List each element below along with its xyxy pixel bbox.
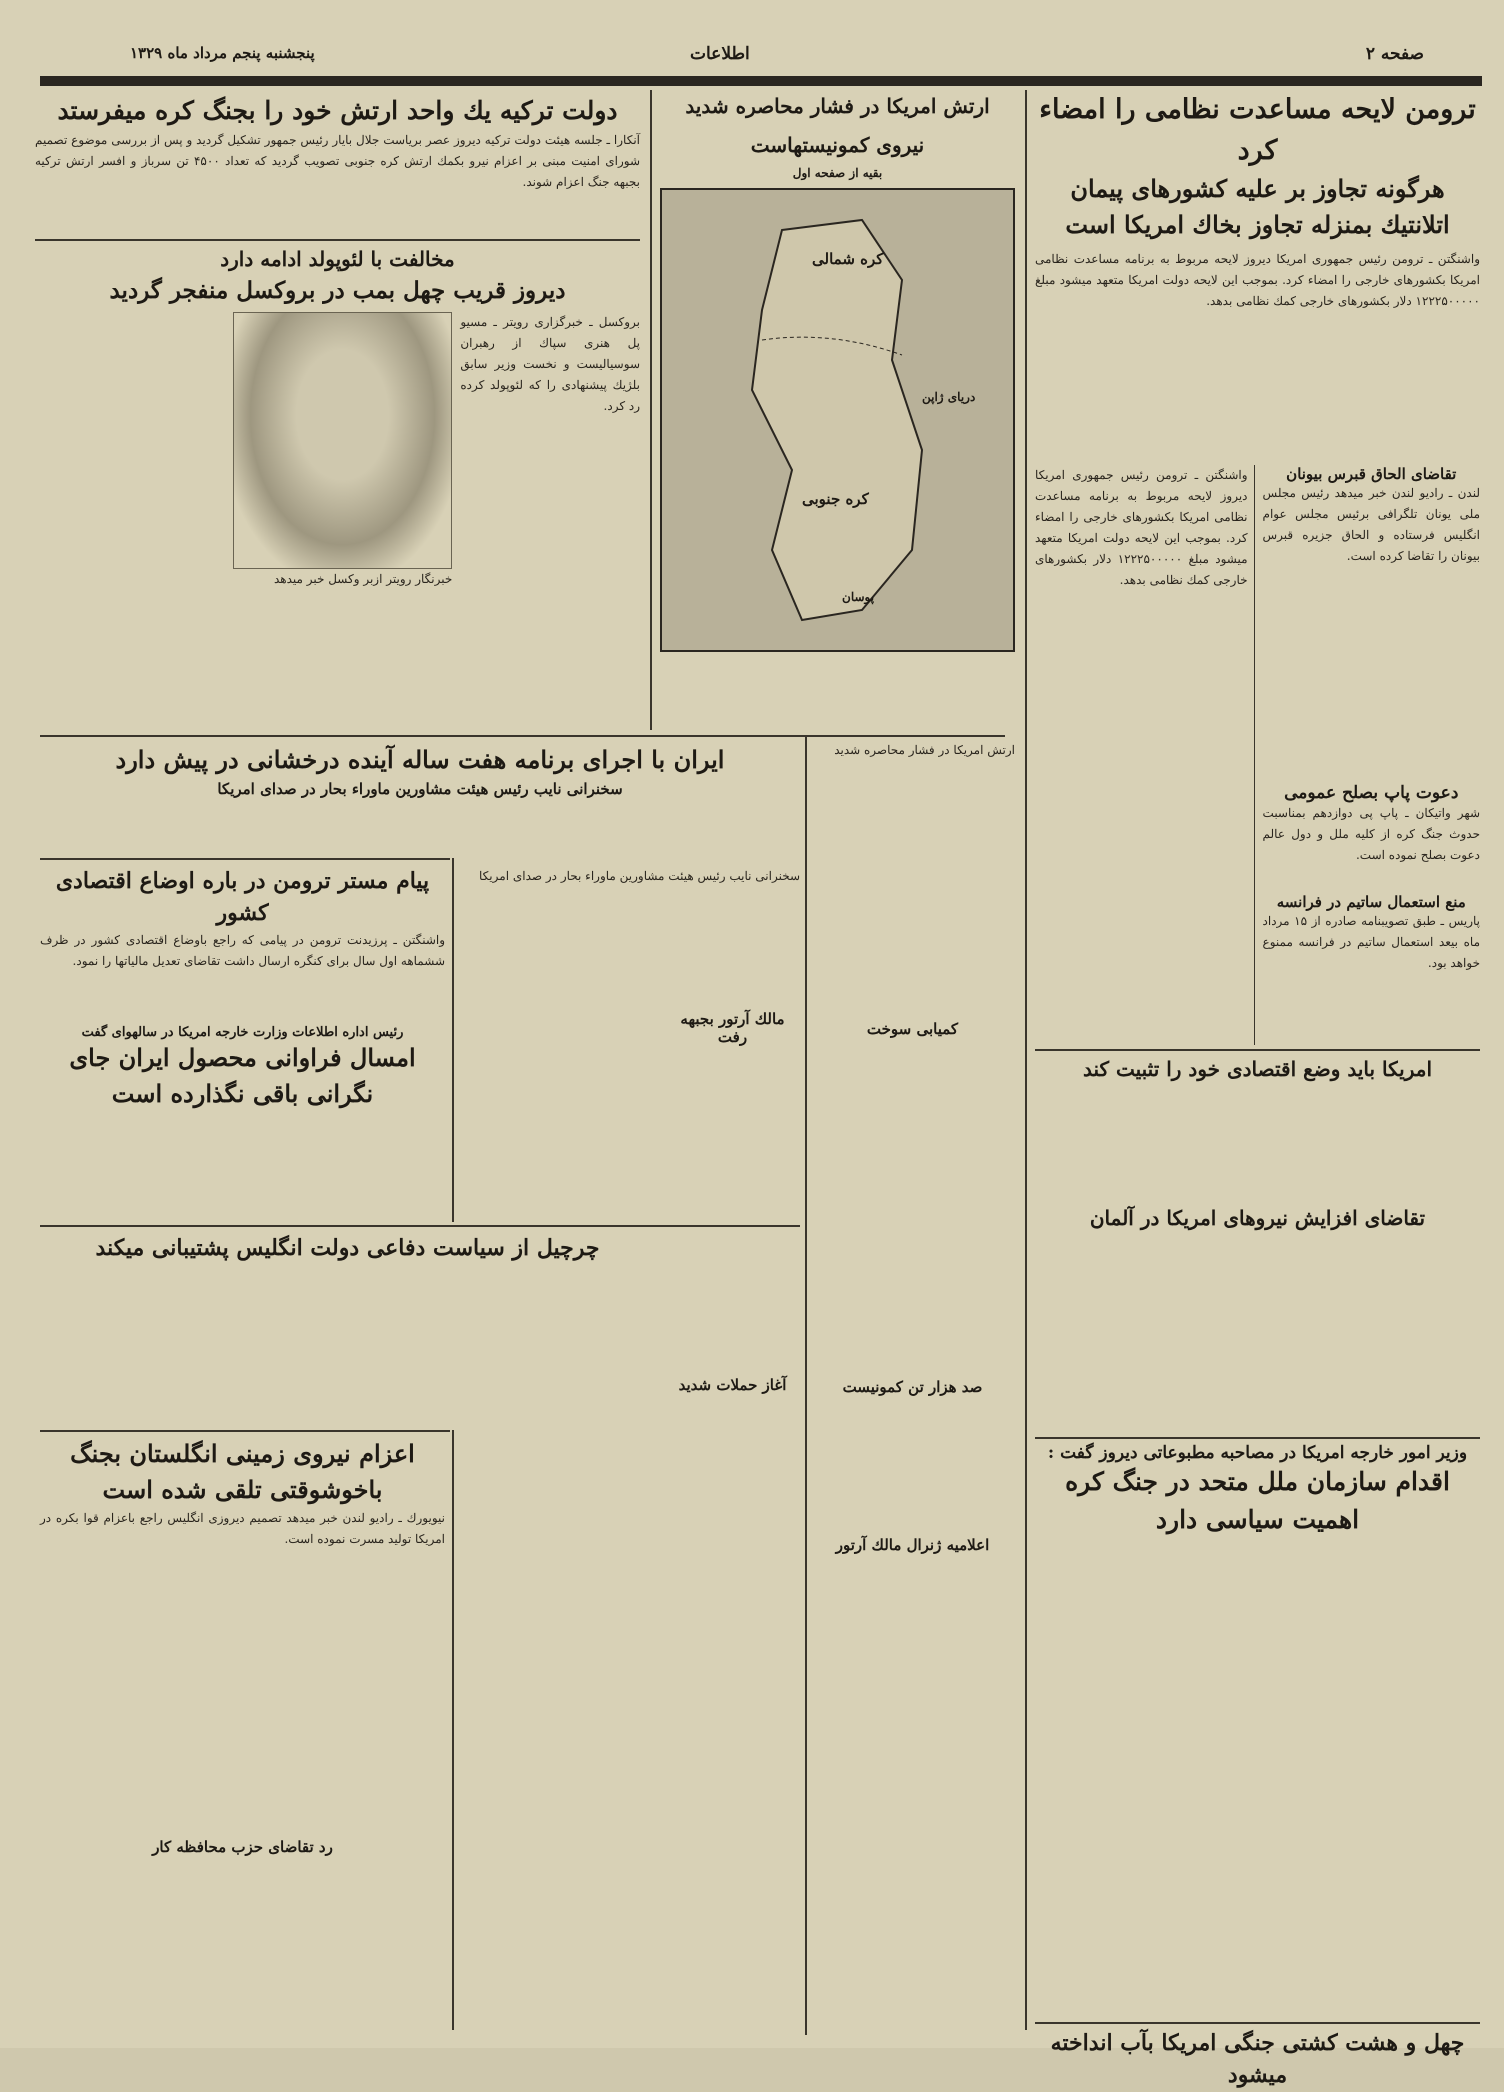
- churchill-headline: چرچیل از سیاست دفاعی دولت انگلیس پشتیبانی میکند: [95, 1235, 600, 1261]
- korea-headline: ارتش امریکا در فشار محاصره شدید: [685, 94, 990, 118]
- belgium-headline: دیروز قریب چهل بمب در بروکسل منفجر گردید: [109, 276, 566, 304]
- iran-article: [40, 742, 800, 798]
- un-intro: وزیر امور خارجه امریکا در مصاحبه مطبوعاتی دیروز گفت :: [1047, 1443, 1468, 1463]
- korea-continued: ارتش امریکا در فشار محاصره شدید: [834, 743, 1015, 757]
- pope-body: شهر واتیکان ـ پاپ پی دوازدهم بمناسبت حدوث جنگ کره از کلیه ملل و دول عالم دعوت بصلح نموده است.: [1262, 806, 1480, 862]
- churchill-article: [40, 1232, 655, 1385]
- truman-message-headline: پیام مستر ترومن در باره اوضاع اقتصادی کشور: [55, 868, 430, 926]
- korea-article: [660, 92, 1015, 652]
- masthead-rule: [40, 76, 1482, 86]
- truman-message-body: واشنگتن ـ پرزیدنت ترومن در پیامی که راجع باوضاع اقتصادی کشور در ظرف ششماهه اول سال برای کنگره ارسال داشت تقاضای تعدیل مالیاتها را نمود.: [40, 932, 445, 968]
- column-divider: [650, 90, 652, 730]
- pope-title: دعوت پاپ بصلح عمومی: [1284, 783, 1459, 803]
- truman-headline: ترومن لایحه مساعدت نظامی را امضاء کرد: [1039, 94, 1476, 166]
- map-label: دریای ژاپن: [922, 390, 976, 404]
- uk-troops-body: نیویورك ـ رادیو لندن خبر میدهد تصمیم دیروزی انگلیس راجع باعزام قوا بکره در امریکا تولید مسرت نموده است.: [40, 1511, 445, 1546]
- korea-subheadline: نیروی کمونیستهاست: [750, 133, 925, 157]
- cyprus-title: تقاضای الحاق قبرس بیونان: [1286, 465, 1457, 483]
- middle-column-a: [810, 740, 1015, 1554]
- truman-continued: واشنگتن ـ ترومن رئیس جمهوری امریکا دیروز لایحه مربوط به برنامه مساعدت نظامی امریکا بکشورهای خارجی را امضاء کرد. بموجب این لایحه دولت امریکا متعهد میشود مبلغ ۱۲۲۲۵۰۰۰۰۰ دلار بکشورهای خارجی کمك نظامی بدهد.: [1035, 465, 1255, 1045]
- un-headline: اقدام سازمان ملل متحد در جنگ کره اهمیت سیاسی دارد: [1065, 1467, 1450, 1534]
- turkey-body: آنکارا ـ جلسه هیئت دولت ترکیه دیروز عصر بریاست جلال بایار رئیس جمهور تشکیل گردید و پس از بررسی موضوع تصمیم شورای امنیت مبنی بر اعزام نیرو بکمك ارتش کره جنوبی تصویب گردید که تعداد ۴۵۰۰ تن سرباز و افسر ارتش ترکیه بجبهه جنگ اعزام شوند.: [35, 132, 640, 189]
- turkey-headline: دولت ترکیه یك واحد ارتش خود را بجنگ کره میفرستد: [57, 96, 618, 125]
- communists-body: [810, 1396, 1015, 1536]
- iran-headline: ایران با اجرای برنامه هفت ساله آینده درخشانی در پیش دارد: [115, 745, 725, 774]
- fuel-title: کمیابی سوخت: [866, 1020, 959, 1038]
- un-body: [1035, 1538, 1480, 2018]
- map-label: کره جنوبی: [802, 490, 869, 508]
- iran-subheadline: سخنرانی نایب رئیس هیئت مشاورین ماوراء بحار در صدای امریکا: [217, 780, 623, 798]
- crop-headline: امسال فراوانی محصول ایران جای نگرانی باقی نگذارده است: [69, 1042, 416, 1108]
- page-number: صفحه ۲: [1365, 44, 1424, 64]
- left-column-top: [35, 92, 640, 728]
- issue-date: پنجشنبه پنجم مرداد ماه ۱۳۲۹: [130, 44, 315, 62]
- portrait-caption: خبرنگار رویتر ازبر وکسل خبر میدهد: [273, 572, 453, 586]
- belgium-side: [35, 312, 225, 612]
- newspaper-name: اطلاعات: [690, 44, 750, 64]
- france-body: پاریس ـ طبق تصویبنامه صادره از ۱۵ مرداد ماه بیعد استعمال ساتیم در فرانسه ممنوع خواهد بود.: [1262, 914, 1480, 970]
- attack-title: آغاز حملات شدید: [678, 1376, 787, 1394]
- truman-body: واشنگتن ـ ترومن رئیس جمهوری امریکا دیروز لایحه مربوط به برنامه مساعدت نظامی امریکا بکشورهای خارجی را امضاء کرد. بموجب این لایحه دولت امریکا متعهد میشود مبلغ ۱۲۲۲۵۰۰۰۰۰ دلار بکشورهای خارجی کمك نظامی بدهد.: [1035, 252, 1480, 308]
- truman-subheadline: هرگونه تجاوز بر علیه کشورهای پیمان اتلانتیك بمنزله تجاوز بخاك امریكا است: [1065, 174, 1450, 239]
- uk-troops-headline: اعزام نیروی زمینی انگلستان بجنگ باخوشوقتی تلقی شده است: [70, 1439, 415, 1504]
- germany-headline: تقاضای افزایش نیروهای امریکا در آلمان: [1089, 1206, 1426, 1230]
- germany-body: [1035, 1233, 1480, 1433]
- column-divider: [1025, 90, 1027, 2030]
- uk-troops-article: [40, 1436, 445, 1856]
- fuel-body: [810, 1038, 1015, 1378]
- iran-body: سخنرانی نایب رئیس هیئت مشاورین ماوراء بحار در صدای امریکا: [479, 869, 800, 883]
- truman-message-article: [40, 866, 445, 1142]
- belgium-kicker: مخالفت با لئوپولد ادامه دارد: [220, 246, 455, 271]
- continued-note: بقیه از صفحه اول: [792, 166, 883, 180]
- churchill-body: [40, 1265, 655, 1385]
- france-title: منع استعمال ساتیم در فرانسه: [1276, 893, 1466, 911]
- belgium-body: بروکسل ـ خبرگزاری رویتر ـ مسیو پل هنری سپاك از رهبران سوسیالیست و نخست وزیر سابق بلژیك پیشنهادی را که لئوپولد کرده رد کرد.: [460, 315, 640, 413]
- cyprus-body: لندن ـ رادیو لندن خبر میدهد رئیس مجلس ملی یونان تلگرافی برئیس مجلس عوام انگلیس فرستاده و الحاق جزیره قبرس بیونان را تقاضا کرده است.: [1262, 486, 1480, 563]
- map-label: پوسان: [842, 590, 875, 604]
- communists-title: صد هزار تن کمونیست: [842, 1378, 983, 1396]
- crop-body: [40, 1112, 445, 1142]
- conservative-title: رد تقاضای حزب محافظه کار: [152, 1838, 333, 1856]
- map-label: کره شمالی: [812, 250, 884, 268]
- korea-map: [660, 188, 1015, 652]
- economy-headline: امریکا باید وضع اقتصادی خود را تثبیت کند: [1082, 1057, 1433, 1081]
- economy-body: [1035, 1084, 1480, 1204]
- warships-headline: چهل و هشت کشتی جنگی امریکا بآب انداخته میشود: [1050, 2030, 1465, 2088]
- macarthur-title: مالك آرتور بجبهه رفت: [680, 1010, 785, 1046]
- right-column: [1035, 90, 1480, 2092]
- leopold-portrait: [233, 312, 453, 569]
- macarthur-statement-title: اعلامیه ژنرال مالك آرتور: [835, 1536, 990, 1554]
- crop-kicker: رئیس اداره اطلاعات وزارت خارجه امریکا در سالهوای گفت: [81, 1024, 404, 1040]
